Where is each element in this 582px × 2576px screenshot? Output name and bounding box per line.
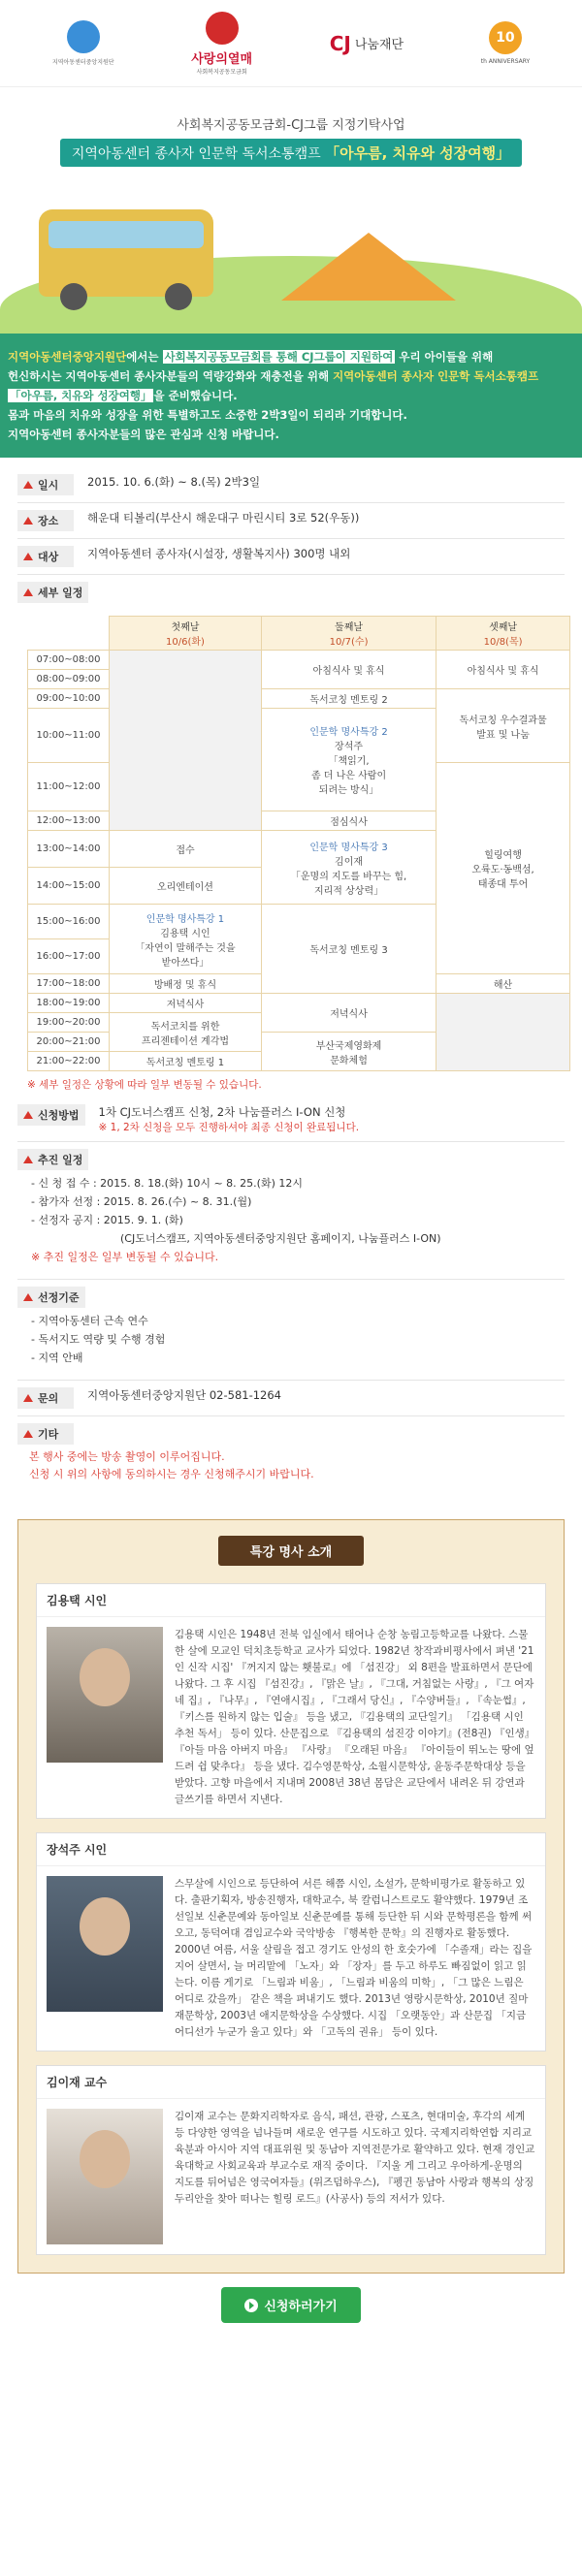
table-row: 12:00~13:00 점심식사 [28,811,570,831]
fruit-logo [191,12,252,76]
speaker-bio: 김이재 교수는 문화지리학자로 음식, 패션, 관광, 스포츠, 현대미술, 후각의 세계 등 다양한 영역을 넘나들며 새로운 연구를 시도하고 있다. 국제지리학연합 지리교육분과 아시아 지역 대표위원 및 동남아 지역전문가로 활약하고 있다. 현재 경인교육대학교 사회교육과 부교수로 재직 중이다. 『지울 게 그리고 우아하게-운명의 지도를 뒤어넘은 영국여자들』(위즈덤하우스), 『펭귄 동남아 사랑과 행복의 상징 두리안을 찾아 떠나는 힐링 로드』(사공사) 등의 저서가 있다. [175,2111,535,2205]
table-row: 11:00~12:00 힐링여행 오륙도·동백섬, 태종대 투어 [28,763,570,811]
schedule-header [28,617,570,651]
anniv-logo-text: th ANNIVERSARY [480,58,531,65]
apply-button[interactable]: 신청하러가기 [221,2287,360,2323]
speaker-name: 김용택 시인 [37,1584,545,1617]
intro-line-4: 몸과 마음의 치유와 성장을 위한 특별하고도 소중한 2박3일이 되리라 기대합니다. [8,408,407,422]
apply-method: 신청방법 1차 CJ도너스캠프 신청, 2차 나눔플러스 I-ON 신청 ※ 1, 2차 신청을 모두 진행하셔야 최종 신청이 완료됩니다. [17,1097,565,1142]
table-row: 16:00~17:00 [28,939,570,974]
table-row: 14:00~15:00 오리엔테이션 [28,868,570,905]
hero-banner [0,87,582,334]
center-logo-icon [67,20,100,53]
hero-title-highlight: 「아우름, 치유와 성장여행」 [325,144,511,162]
info-place: 장소 해운대 티볼리(부산시 해운대구 마린시티 3로 52(우동)) [17,503,565,539]
anniv-logo [481,21,530,65]
info-date: 일시 2015. 10. 6.(화) ~ 8.(목) 2박3일 [17,467,565,503]
play-circle-icon [244,2299,258,2312]
day1-header: 첫째날 10/6(화) [110,617,262,651]
speaker-card [36,1832,546,2051]
speakers-section [17,1519,565,2274]
logo-bar [0,0,582,87]
triangle-icon [23,588,33,596]
apply-button-wrap [0,2274,582,2362]
fruit-logo-sub: 사회복지공동모금회 [196,68,247,76]
schedule-table [27,616,570,1071]
table-row: 15:00~16:00 인문학 명사특강 1 김용택 시인 「자연이 말해주는 것을 받아쓰다」 독서코칭 멘토링 3 [28,905,570,939]
table-row: 19:00~20:00 독서코치를 위한 프리젠테이션 계각법 [28,1013,570,1033]
triangle-icon [23,1394,33,1402]
info-section [0,458,582,1508]
anniv-logo-icon: 10 [489,21,522,54]
triangle-icon [23,517,33,525]
triangle-icon [23,1293,33,1301]
table-row: 17:00~18:00 방배정 및 휴식 해산 [28,974,570,994]
intro-line-5: 지역아동센터 종사자분들의 많은 관심과 신청 바랍니다. [8,428,279,441]
speakers-heading: 특강 명사 소개 [218,1536,364,1566]
speaker-name: 장석주 시인 [37,1833,545,1866]
center-logo-text: 지역아동센터중앙지원단 [51,59,114,66]
speaker-photo [47,2109,163,2244]
intro-line-3: 「아우름, 치유와 성장여행」 을 준비했습니다. [10,389,238,402]
info-schedule-label: 세부 일정 [17,575,565,610]
day3-header: 셋째날 10/8(목) [436,617,570,651]
table-row: 18:00~19:00 저녁식사 저녁식사 [28,994,570,1013]
hero-title [60,139,522,167]
cj-logo-mark: CJ [329,31,351,55]
speaker-photo [47,1627,163,1763]
table-row: 20:00~21:00 부산국제영화제 문화체험 [28,1033,570,1052]
hero-title-main: 지역아동센터 종사자 인문학 독서소통캠프 [71,146,321,162]
table-row: 13:00~14:00 접수 인문학 명사특강 3 김이재 「운명의 지도를 바꾸는 힘, 지리적 상상력」 [28,831,570,868]
speaker-card [36,2065,546,2255]
selection-criteria: 선정기준 - 지역아동센터 근속 연수 - 독서지도 역량 및 수행 경험 - 지역 안배 [17,1280,565,1381]
speaker-bio: 스무살에 시인으로 등단하여 서른 해쯤 시인, 소설가, 문학비평가로 활동하고 있다. 출판기획자, 방송진행자, 대학교수, 북 칼럼니스트로도 활약했다. 1979년 조선일보 신춘문예와 동아일보 신춘문예를 통해 등단한 뒤 시와 문학평론을 함께 써오고, 동덕여대 겸임교수와 국악방송 『행복한 문학』의 진행자로 활동했다. 2000년 여름, 서울 살림을 접고 경기도 안성의 한 호숫가에 「수졸재」라는 집을 지어 살면서, 늘 머리맡에 「노자」와 「장자」를 두고 하루도 빠짐없이 읽고 읽는다. 이름 게기로 「느림과 비움」, 「느림과 비움의 미학」, 「그 많은 느림은 어디로 갔을까」 같은 책을 펴내기도 했다. 2013년 영랑시문학상, 2010년 질마재문학상, 2003년 애지문학상을 수상했다. 시집 「오랫동안」과 산문집 「지금 어디선가 누군가 울고 있다」와 「고독의 권유」 등이 있다. [175,1878,533,2038]
intro-line-2: 헌신하시는 지역아동센터 종사자분들의 역량강화와 재충전을 위해 지역아동센터 종사자 인문학 독서소통캠프 [8,369,539,383]
tent-illustration [281,233,456,301]
progress-schedule: 추진 일정 - 신 청 접 수 : 2015. 8. 18.(화) 10시 ~ 8. 25.(화) 12시 - 참가자 선정 : 2015. 8. 26.(수) ~ 8. 31.(월) - 선정자 공지 : 2015. 9. 1. (화) (CJ도너스캠프, 지역아동센터중앙지원단 홈페이지, 나눔플러스 I-ON) ※ 추진 일정은 일부 변동될 수 있습니다. [17,1142,565,1280]
table-row: 07:00~08:00 아침식사 및 휴식 아침식사 및 휴식 [28,651,570,670]
speaker-bio: 김용택 시인은 1948년 전북 임실에서 태어나 순창 농림고등학교를 나왔다. 스물한 살에 모교인 덕치초등학교 교사가 되었다. 1982년 창작과비평사에서 펴낸 '21인 신작 시집' 『꺼지지 않는 횃불로』에 「섬진강」 외 8편을 발표하면서 문단에 나왔다. 그 후 시집 『섬진강』, 『맑은 날』, 『그대, 거침없는 사랑』, 『그 여자네 집』, 『나무』, 『연애시집』, 『그래서 당신』, 『수양버들』, 『속눈썹』, 『키스를 원하지 않는 입술』 등을 냈고, 『김용택의 교단일기』 「김용택 시인 추천 독서」 등이 있다. 산문집으로 『김용택의 섬진강 이야기』(전8권) 『인생』 『아들 마음 아버지 마음』 『사랑』 『오래된 마음』 『아이들이 뛰노는 땅에 엎드려 쉽 맞추다』 등을 냈다. 김수영문학상, 소월시문학상, 윤동주문학대상 등을 받았다. 고향 마을에서 지내며 2008년 38년 몸담은 교단에서 내려온 뒤 강연과 글쓰기를 하면서 지낸다. [175,1629,535,1805]
intro-line-1: 지역아동센터중앙지원단에서는 사회복지공동모금회를 통해 CJ그룹이 지원하여 우리 아이들을 위해 [8,350,494,364]
day2-header: 둘째날 10/7(수) [261,617,436,651]
triangle-icon [23,553,33,560]
contact-info: 문의 지역아동센터중앙지원단 02-581-1264 [17,1381,565,1416]
intro-text [0,334,582,458]
table-row: 21:00~22:00 독서코칭 멘토링 1 [28,1052,570,1071]
table-row: 09:00~10:00 독서코칭 멘토링 2 독서코칭 우수결과물 발표 및 나눔 [28,689,570,709]
cj-logo-text: 나눔재단 [354,38,404,52]
triangle-icon [23,1111,33,1119]
etc-info: 기타 본 행사 중에는 방송 촬영이 이루어집니다. 신청 시 위의 사항에 동의하시는 경우 신청해주시기 바랍니다. [17,1416,565,1498]
triangle-icon [23,1156,33,1163]
info-target: 대상 지역아동센터 종사자(시설장, 생활복지사) 300명 내외 [17,539,565,575]
fruit-logo-icon [206,12,239,45]
triangle-icon [23,1430,33,1438]
speaker-photo [47,1876,163,2012]
schedule-note: ※ 세부 일정은 상황에 따라 일부 변동될 수 있습니다. [27,1079,262,1091]
speaker-name: 김이재 교수 [37,2066,545,2099]
table-row: 08:00~09:00 [28,670,570,689]
fruit-logo-title: 사랑의열매 [191,51,253,67]
hero-subtitle: 사회복지공동모금회-CJ그룹 지정기탁사업 [177,118,405,133]
center-logo [52,20,114,66]
triangle-icon [23,481,33,489]
cj-logo [330,32,404,55]
table-row: 10:00~11:00 인문학 명사특강 2 장석주 「책읽기, 좀 더 나은 사람이 되려는 방식」 [28,709,570,763]
speaker-card [36,1583,546,1819]
bus-illustration [39,209,213,297]
